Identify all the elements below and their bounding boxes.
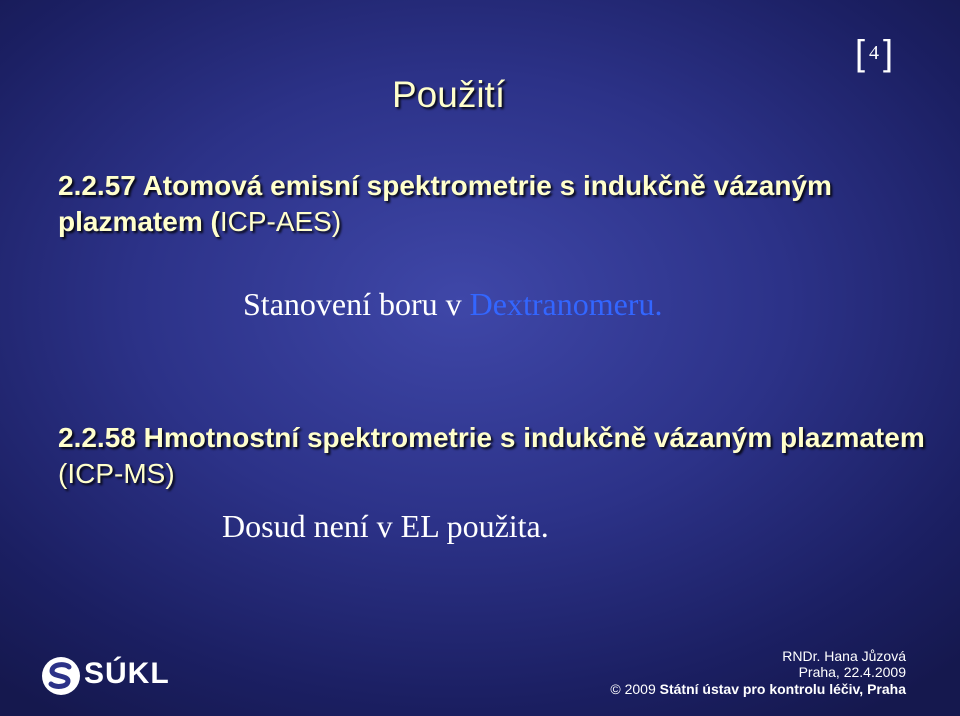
- page-bracket-close: ]: [883, 32, 894, 73]
- sukl-logo-text: SÚKL: [84, 657, 170, 690]
- page-number-value: 4: [869, 42, 880, 64]
- section1-body-prefix: Stanovení boru v: [243, 286, 470, 322]
- slide-title: Použití: [392, 74, 506, 115]
- footer-place-date: Praha, 22.4.2009: [798, 664, 906, 680]
- page-number: [855, 32, 893, 74]
- footer-copyright-prefix: © 2009: [610, 681, 660, 697]
- sukl-logo-icon: [40, 655, 82, 697]
- section2-heading: [58, 420, 938, 492]
- section1-heading-plain: ICP-AES): [219, 206, 342, 237]
- page-bracket-open: [: [855, 32, 866, 73]
- section2-body: Dosud není v EL použita.: [222, 508, 549, 544]
- footer-author: RNDr. Hana Jůzová: [782, 648, 906, 664]
- section1-heading-bold: 2.2.57 Atomová emisní spektrometrie s indukčně vázaným plazmatem (: [58, 170, 832, 237]
- section1-body: [243, 286, 662, 323]
- dextranomer-link[interactable]: Dextranomeru.: [469, 286, 663, 322]
- footer-copyright-org: Státní ústav pro kontrolu léčiv, Praha: [659, 681, 906, 697]
- footer-copyright: [610, 681, 906, 697]
- section2-heading-plain: (ICP-MS): [58, 458, 175, 489]
- section2-heading-bold: 2.2.58 Hmotnostní spektrometrie s indukčně vázaným plazmatem: [58, 422, 925, 453]
- section1-heading: [58, 168, 938, 240]
